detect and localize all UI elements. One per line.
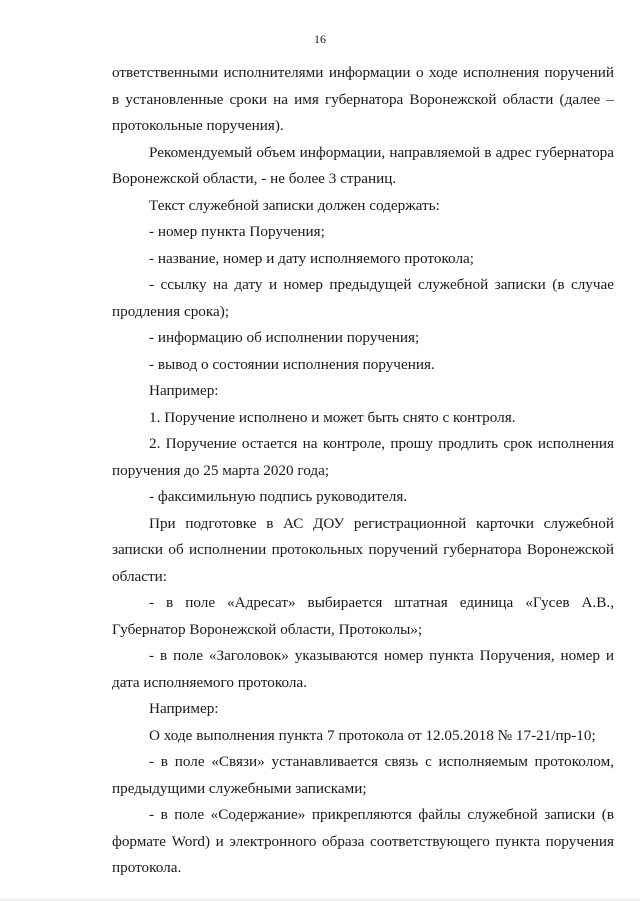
list-item-protocol-details: - название, номер и дату исполняемого протокола; [149,249,474,267]
page-number: 16 [314,32,326,46]
example-title-text: О ходе выполнения пункта 7 протокола от 12.05.2018 № 17-21/пр-10; [149,726,596,744]
list-item-contents-field: - в поле «Содержание» прикрепляются файлы служебной записки (в формате Word) и электронного образа соответствующего пункта поручения протокола. [112,806,614,876]
list-item-addressee-field: - в поле «Адресат» выбирается штатная единица «Гусев А.В., Губернатор Воронежской области, Протоколы»; [112,594,614,638]
list-item-order-point-number: - номер пункта Поручения; [149,223,325,240]
example-item-2: 2. Поручение остается на контроле, прошу продлить срок исполнения поручения до 25 марта 2020 года; [112,435,614,479]
list-item-facsimile-signature: - факсимильную подпись руководителя. [149,488,408,505]
list-item-previous-memo-reference: - ссылку на дату и номер предыдущей служебной записки (в случае продления срока); [112,276,614,320]
paragraph-volume-recommendation: Рекомендуемый объем информации, направляемой в адрес губернатора Воронежской области, - не более 3 страниц. [112,143,614,187]
paragraph-memo-contents-intro: Текст служебной записки должен содержать: [149,196,440,214]
list-item-execution-conclusion: - вывод о состоянии исполнения поручения. [149,355,435,373]
paragraph-continuation: ответственными исполнителями информации о ходе исполнения поручений в установленные сроки на имя губернатора Воронежской области (далее – протокольные поручения). [112,64,614,134]
paragraph-example-label-2: Например: [149,700,219,717]
document-body [112,60,614,882]
paragraph-example-label: Например: [149,382,219,399]
paragraph-registration-card-intro: При подготовке в АС ДОУ регистрационной карточки служебной записки об исполнении протокольных поручений губернатора Воронежской области: [112,514,614,585]
list-item-title-field: - в поле «Заголовок» указываются номер пункта Поручения, номер и дата исполняемого протокола. [112,647,614,691]
list-item-execution-info: - информацию об исполнении поручения; [149,329,420,346]
example-item-1: 1. Поручение исполнено и может быть снято с контроля. [149,408,516,426]
list-item-links-field: - в поле «Связи» устанавливается связь с исполняемым протоколом, предыдущими служебными записками; [112,753,614,797]
